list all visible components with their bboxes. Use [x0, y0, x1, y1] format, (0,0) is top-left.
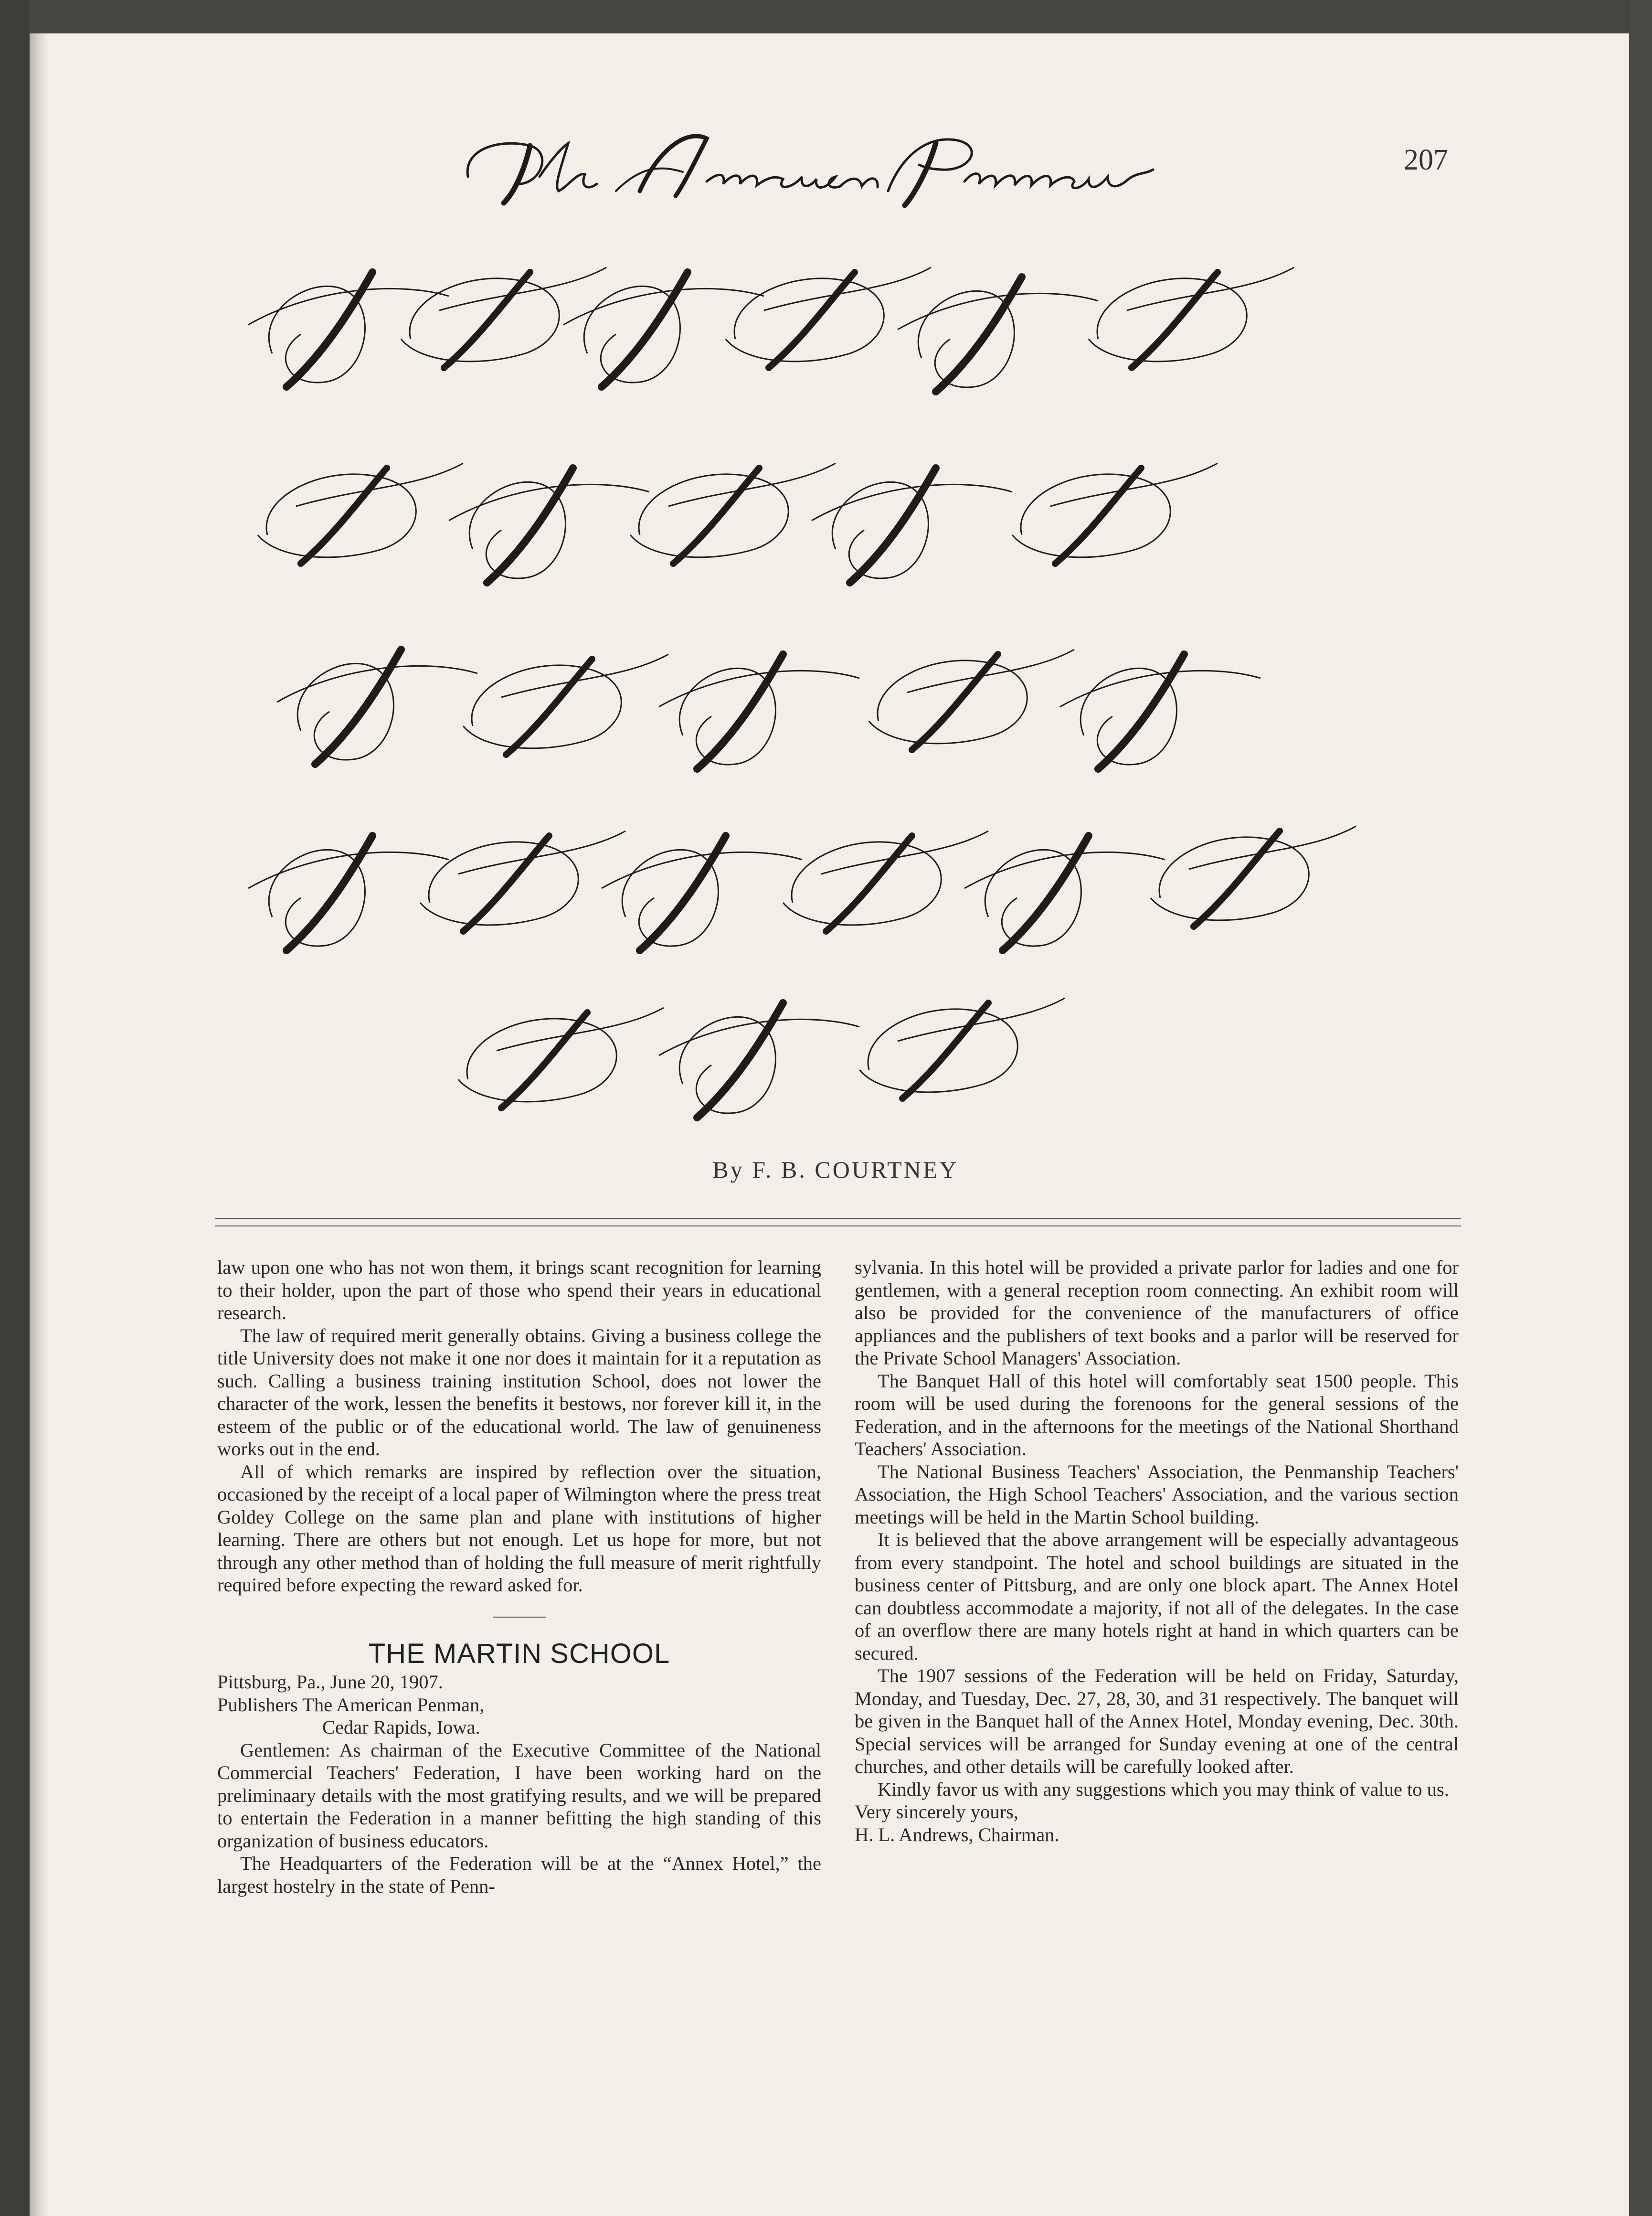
paragraph: The 1907 sessions of the Federation will be held on Friday, Saturday, Monday, and Tuesday, Dec. 27, 28, 30, and 31 respectively. The banquet will be given in the Banquet hall of the Annex Hotel, Monday evening, Dec. 30th. Special services will be arranged for Sunday evening at one of the central churches, and other details will be carefully looked after.	[855, 1665, 1459, 1777]
section-separator	[493, 1617, 546, 1618]
row-5	[458, 998, 1065, 1118]
scan-border-left	[0, 0, 30, 2216]
scan-border-top	[0, 0, 1652, 33]
row-4	[248, 826, 1356, 950]
row-3	[277, 650, 1260, 769]
letter-address: Cedar Rapids, Iowa.	[322, 1716, 480, 1738]
paragraph: The Headquarters of the Federation will be at the “Annex Hotel,” the largest hostelry in the state of Penn-	[217, 1853, 821, 1897]
letter-closing: Very sincerely yours,	[855, 1801, 1019, 1822]
paragraph: The law of required merit generally obtains. Giving a business college the title University does not make it one nor does it maintain for it a reputation as such. Calling a business training institution School, does not lower the character of the work, lessen the benefits it bestows, nor forever kill it, in the esteem of the public or of the educational world. The law of genuineness works out in the end.	[217, 1324, 821, 1460]
paragraph: The Banquet Hall of this hotel will comfortably seat 1500 people. This room will be used during the forenoons for the general sessions of the Federation, and in the afternoons for the meetings of the National Shorthand Teachers' Association.	[855, 1370, 1459, 1460]
row-1	[248, 267, 1294, 392]
divider-rule	[215, 1218, 1461, 1219]
divider-rule	[215, 1225, 1461, 1226]
letter-address: Publishers The American Penman,	[217, 1694, 485, 1715]
paragraph: sylvania. In this hotel will be provided a private parlor for ladies and one for gentlemen, with a general reception room connecting. An exhibit room will also be provided for the convenience of the manufacturers of office appliances and the publishers of text books and a parlor will be reserved for the Private School Managers' Association.	[855, 1257, 1459, 1369]
masthead-logo	[458, 119, 1155, 215]
scan-border-right	[1629, 0, 1652, 2216]
paragraph: It is believed that the above arrangement will be especially advantageous from every standpoint. The hotel and school buildings are situated in the business center of Pittsburg, and are only one block apart. The Annex Hotel can doubtless accommodate a majority, if not all of the delegates. In the case of an overflow there are many hotels right at hand in which quarters can be secured.	[855, 1529, 1459, 1664]
byline: By F. B. COURTNEY	[712, 1156, 959, 1183]
left-column	[217, 1256, 821, 1897]
letter-dateline: Pittsburg, Pa., June 20, 1907.	[217, 1671, 443, 1693]
row-2	[258, 463, 1218, 583]
book-gutter	[30, 33, 49, 2216]
paragraph: Gentlemen: As chairman of the Executive Committee of the National Commercial Teachers' Federation, I have been working hard on the preliminaary details with the most gratifying results, and we will be prepared to entertain the Federation in a manner befitting the high standing of this organization of business educators.	[217, 1739, 821, 1852]
page-number: 207	[1404, 144, 1448, 176]
paragraph: law upon one who has not won them, it brings scant recognition for learning to their holder, upon the part of those who spend their years in educational research.	[217, 1257, 821, 1323]
paragraph: Kindly favor us with any suggestions which you may think of value to us.	[878, 1778, 1449, 1800]
paragraph: The National Business Teachers' Association, the Penmanship Teachers' Association, the High School Teachers' Association, and the various section meetings will be held in the Martin School building.	[855, 1460, 1459, 1528]
right-column	[855, 1256, 1459, 1846]
paragraph: All of which remarks are inspired by reflection over the situation, occasioned by the receipt of a local paper of Wilmington where the press treat Goldey College on the same plan and plane with institutions of higher learning. There are others but not enough. Let us hope for more, but not through any other method than of holding the full measure of merit rightfully required before expecting the reward asked for.	[217, 1460, 821, 1596]
script-alphabet-illustration	[248, 248, 1404, 1156]
letter-signature: H. L. Andrews, Chairman.	[855, 1823, 1059, 1845]
section-heading: THE MARTIN SCHOOL	[368, 1638, 670, 1669]
